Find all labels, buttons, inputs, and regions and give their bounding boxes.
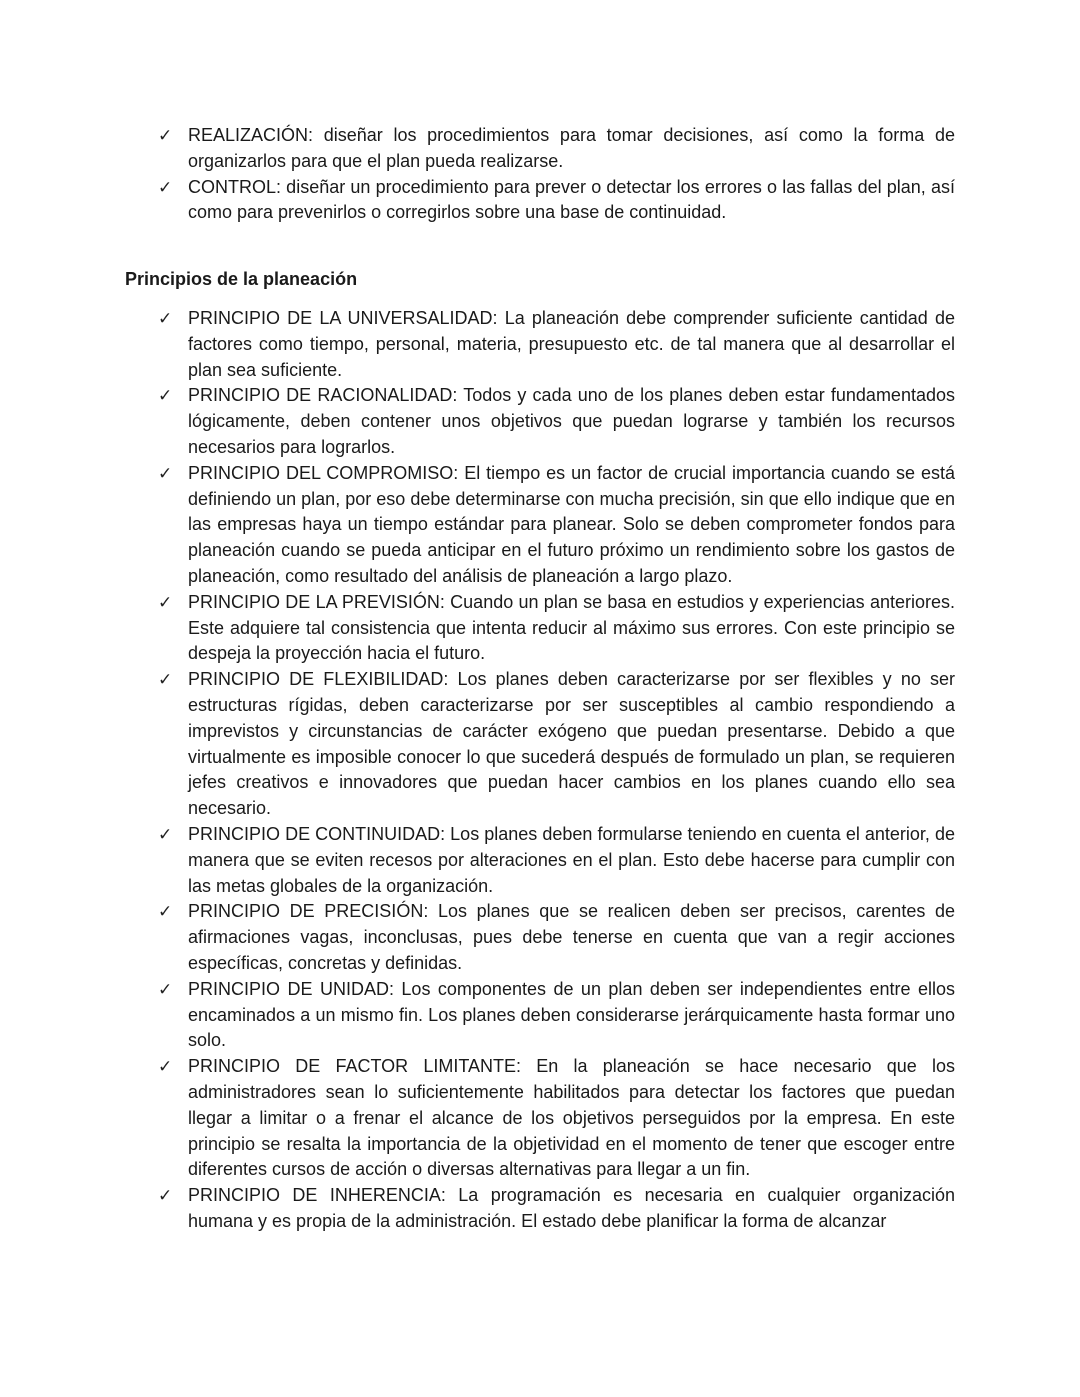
checkmark-icon: ✓ xyxy=(158,126,173,145)
list-item: ✓ PRINCIPIO DE UNIDAD: Los componentes de un plan deben ser independientes entre ellos encaminados a un mismo fin. Los planes deben considerarse jerárquicamente hasta formar uno solo. xyxy=(158,978,955,1051)
checkmark-icon: ✓ xyxy=(158,592,173,612)
checkmark-icon: ✓ xyxy=(158,1057,173,1077)
checkmark-icon: ✓ xyxy=(158,177,173,197)
checkmark-icon: ✓ xyxy=(158,979,173,999)
checkmark-icon: ✓ xyxy=(158,670,173,690)
section-heading: Principios de la planeación xyxy=(125,269,358,289)
list-item: ✓ PRINCIPIO DE FACTOR LIMITANTE: En la planeación se hace necesario que los administradores sean lo suficientemente habilitados para detectar los factores que puedan llegar a limitar o a frenar el alcance de los objetivos perseguidos por la empresa. En este principio se resalta la importancia de la objetividad en el momento de tener que escoger entre diferentes cursos de acción o diversas alternativas para llegar a un fin. xyxy=(158,1056,955,1180)
list-item: ✓ PRINCIPIO DE PRECISIÓN: Los planes que se realicen deben ser precisos, carentes de afirmaciones vagas, inconclusas, pues debe tenerse en cuenta que van a regir acciones específicas, concretas y definidas. xyxy=(158,901,955,973)
list-item: ✓ PRINCIPIO DEL COMPROMISO: El tiempo es un factor de crucial importancia cuando se está definiendo un plan, por eso debe determinarse con mucha precisión, sin que ello indique que en las empresas haya un tiempo estándar para planear. Solo se deben comprometer fondos para planeación cuando se pueda anticipar en el futuro próximo un rendimiento sobre los gastos de planeación, como resultado del análisis de planeación a largo plazo. xyxy=(158,462,955,586)
list-item: ✓ PRINCIPIO DE RACIONALIDAD: Todos y cada uno de los planes deben estar fundamentados lógicamente, deben contener unos objetivos que puedan lograrse y también los recursos necesarios para lograrlos. xyxy=(158,385,955,457)
list-item: ✓ PRINCIPIO DE LA UNIVERSALIDAD: La planeación debe comprender suficiente cantidad de factores como tiempo, personal, materia, presupuesto etc. de tal manera que al desarrollar el plan sea suficiente. xyxy=(158,308,955,380)
list-item: ✓ PRINCIPIO DE FLEXIBILIDAD: Los planes deben caracterizarse por ser flexibles y no ser estructuras rígidas, deben caracterizarse por ser susceptibles al cambio respondiendo a imprevistos y circunstancias de carácter exógeno que puedan presentarse. Debido a que virtualmente es imposible conocer lo que sucederá después de formulado un plan, se requieren jefes creativos e innovadores que puedan hacer cambios en los planes cuando ello sea necesario. xyxy=(158,669,955,819)
checkmark-icon: ✓ xyxy=(158,1186,173,1206)
principles-list xyxy=(158,306,955,1235)
checkmark-icon: ✓ xyxy=(158,902,173,922)
list-item: ✓ PRINCIPIO DE INHERENCIA: La programación es necesaria en cualquier organización humana y es propia de la administración. El estado debe planificar la forma de alcanzar xyxy=(158,1185,955,1231)
checkmark-icon: ✓ xyxy=(158,463,173,483)
intro-list xyxy=(158,123,955,226)
list-item: ✓ CONTROL: diseñar un procedimiento para prever o detectar los errores o las fallas del plan, así como para prevenirlos o corregirlos sobre una base de continuidad. xyxy=(158,176,955,223)
list-item: ✓ REALIZACIÓN: diseñar los procedimientos para tomar decisiones, así como la forma de organizarlos para que el plan pueda realizarse. xyxy=(158,125,955,171)
checkmark-icon: ✓ xyxy=(158,824,173,844)
checkmark-icon: ✓ xyxy=(158,309,173,328)
list-item: ✓ PRINCIPIO DE CONTINUIDAD: Los planes deben formularse teniendo en cuenta el anterior, de manera que se eviten recesos por alteraciones en el plan. Esto debe hacerse para cumplir con las metas globales de la organización. xyxy=(158,823,955,896)
list-item: ✓ PRINCIPIO DE LA PREVISIÓN: Cuando un plan se basa en estudios y experiencias anteriores. Este adquiere tal consistencia que intenta reducir al máximo sus errores. Con este principio se despeja la proyección hacia el futuro. xyxy=(158,591,955,664)
checkmark-icon: ✓ xyxy=(158,386,173,406)
